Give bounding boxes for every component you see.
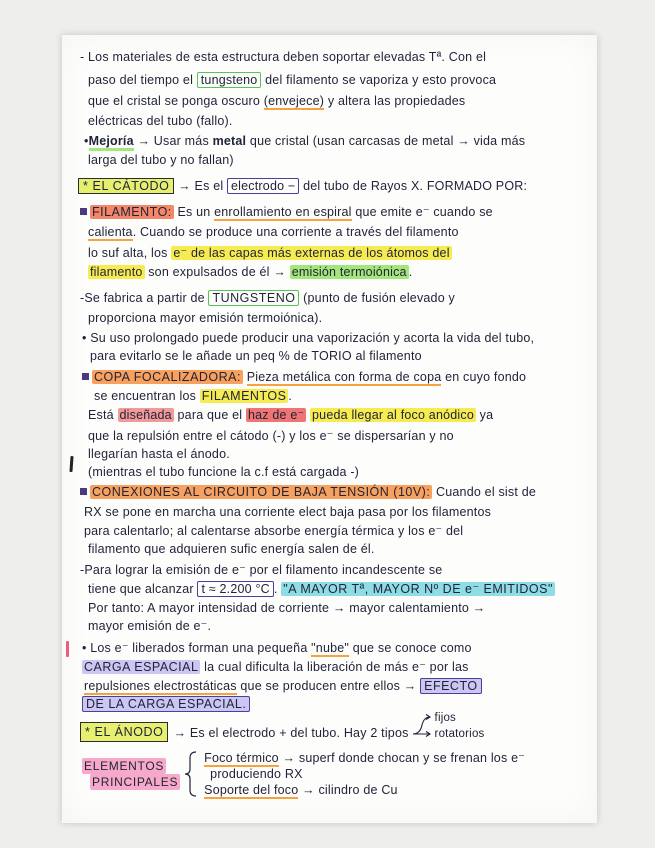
note-line [90,347,422,365]
note-text: para evitarlo se le añade un peq % de TORIO al filamento [90,349,422,363]
note-text: • Los e⁻ liberados forman una pequeña [82,641,308,655]
highlighted-term: diseñada [119,408,172,422]
note-line [82,329,534,347]
note-line [82,368,526,386]
underlined-term: Soporte del foco [204,783,299,797]
note-text: para calentarlo; al calentarse absorbe energía térmica y los e⁻ del [84,524,464,538]
boxed-term: electrodo − [227,178,299,194]
margin-mark [69,456,73,472]
note-text: eléctricas del tubo (fallo). [88,114,233,128]
note-text: que cristal (usan carcasas de metal → vida más [249,134,526,148]
boxed-term: EFECTO [420,678,481,694]
note-line [88,445,230,463]
anode-type: fijos [434,712,456,724]
section-heading-anode: * EL ÁNODO [80,722,168,742]
note-line [88,406,493,424]
note-line [80,561,442,579]
section-heading-cathode: * EL CÁTODO [78,178,174,194]
note-line [80,710,484,742]
note-text: mayor emisión de e⁻. [88,619,212,633]
note-text: larga del tubo y no fallan) [88,153,234,167]
note-line [88,599,485,617]
note-line [94,387,292,405]
note-line [88,309,322,327]
margin-mark [66,641,69,657]
note-text: lo suf alta, los [88,246,168,260]
subsection-heading-connections: CONEXIONES AL CIRCUITO DE BAJA TENSIÓN (10V): [92,485,431,499]
note-line [84,503,491,521]
underlined-term: enrollamiento en espiral [214,205,352,219]
note-line [84,677,482,695]
note-text: del filamento se vaporiza y esto provoca [265,73,497,87]
note-line [80,289,455,307]
highlighted-term: e⁻ de las capas más externas de los átomos del [173,246,450,260]
note-line [88,92,465,110]
note-text: que se conoce como [352,641,472,655]
note-text: que la repulsión entre el cátodo (-) y los e⁻ se dispersarían y no [88,429,454,443]
note-text: . [288,389,293,403]
underlined-term: repulsiones electrostáticas [84,679,237,693]
note-text: que emite e⁻ cuando se [355,205,493,219]
note-text: produciendo RX [210,767,303,781]
list-item [204,782,525,798]
highlighted-term: pueda llegar al foco anódico [312,408,474,422]
note-text: tiene que alcanzar [88,582,194,596]
underlined-term: Pieza metálica con forma de copa [246,370,442,384]
square-bullet-icon [80,208,87,215]
square-bullet-icon [82,373,89,380]
note-text: que se producen entre ellos → [240,679,417,693]
highlighted-term: PRINCIPALES [92,775,179,789]
note-text: • Su uso prolongado puede producir una vaporización y acorta la vida del tubo, [82,331,535,345]
note-line [88,463,359,481]
bullet: • [84,134,89,148]
note-text: Cuando el sist de [436,485,537,499]
note-line [80,483,536,501]
note-line [82,658,469,676]
note-text: y altera las propiedades [327,94,466,108]
note-text: -Para lograr la emisión de e⁻ por el filamento incandescente se [80,563,443,577]
note-line [88,71,496,89]
square-bullet-icon [80,488,87,495]
note-text: RX se pone en marcha una corriente elect baja pasa por los filamentos [84,505,492,519]
highlighted-term: ELEMENTOS [84,759,165,773]
note-text: ya [479,408,494,422]
note-text: la cual dificulta la liberación de más e⁻ por las [204,660,469,674]
note-text: -Se fabrica a partir de [80,291,205,305]
note-line [88,151,234,169]
note-line [88,263,412,281]
underlined-term: (envejece) [263,94,325,108]
note-text: → Usar más [137,134,209,148]
note-text: → Es el electrodo + del tubo. Hay 2 tipos [173,726,409,740]
note-text: → cilindro de Cu [302,783,398,797]
note-text: que el cristal se ponga oscuro [88,94,261,108]
note-text: . [408,265,413,279]
subsection-heading-focusing-cup: COPA FOCALIZADORA: [94,370,241,384]
note-text: Es un [177,205,211,219]
boxed-term: tungsteno [197,72,262,88]
note-text: → Es el [178,179,224,193]
bold-term: metal [212,134,247,148]
underlined-term: Foco térmico [204,751,279,765]
boxed-term: TUNGSTENO [208,290,299,306]
note-text: Por tanto: A mayor intensidad de corriente → mayor calentamiento → [88,601,486,615]
note-line [82,639,472,657]
main-elements-label [82,758,180,790]
note-line [80,203,493,221]
note-text: Está [88,408,114,422]
note-line [80,48,486,66]
note-text: son expulsados de él → [148,265,287,279]
list-item [204,750,525,766]
underlined-term: "nube" [311,641,350,655]
note-line [88,112,233,130]
note-text: → superf donde chocan y se frenan los e⁻ [282,751,526,765]
subsection-heading-filament: FILAMENTO: [92,205,172,219]
note-text: del tubo de Rayos X. FORMADO POR: [303,179,528,193]
main-elements-list [204,750,525,798]
note-text: proporciona mayor emisión termoiónica). [88,311,323,325]
brace-icon [184,750,198,798]
highlighted-term: filamento [90,265,143,279]
note-line [88,617,211,635]
note-line [78,177,527,195]
highlighted-term: emisión termoiónica [291,265,407,279]
note-text: . Cuando se produce una corriente a través del filamento [132,225,459,239]
anode-types [435,710,485,742]
fork-arrow-icon [412,710,432,742]
note-line [88,580,555,598]
note-text: (mientras el tubo funcione la c.f está cargada -) [88,465,360,479]
note-text: en cuyo fondo [445,370,527,384]
note-text: paso del tiempo el [88,73,194,87]
boxed-term: DE LA CARGA ESPACIAL. [82,696,250,712]
note-line [88,540,375,558]
note-text: (punto de fusión elevado y [303,291,455,305]
note-line [84,132,525,150]
highlighted-term: "A MAYOR Tª, MAYOR Nº DE e⁻ EMITIDOS" [283,582,553,596]
boxed-term: t ≈ 2.200 °C [197,581,273,597]
highlighted-term: haz de e⁻ [247,408,305,422]
highlighted-term: FILAMENTOS [201,389,287,403]
note-text: llegarían hasta el ánodo. [88,447,230,461]
underlined-term: calienta [88,225,133,239]
note-line [88,223,459,241]
anode-type: rotatorios [434,728,485,740]
main-elements [82,750,525,798]
note-line [88,427,454,445]
highlighted-term: CARGA ESPACIAL [84,660,199,674]
note-text: filamento que adquieren sufic energía salen de él. [88,542,375,556]
note-text: . [273,582,278,596]
note-text: se encuentran los [94,389,197,403]
note-text: - Los materiales de esta estructura deben soportar elevadas Tª. Con el [80,50,487,64]
note-line [88,244,452,262]
note-text: para que el [177,408,243,422]
improvement-label: Mejoría [89,134,134,151]
note-line [84,522,463,540]
